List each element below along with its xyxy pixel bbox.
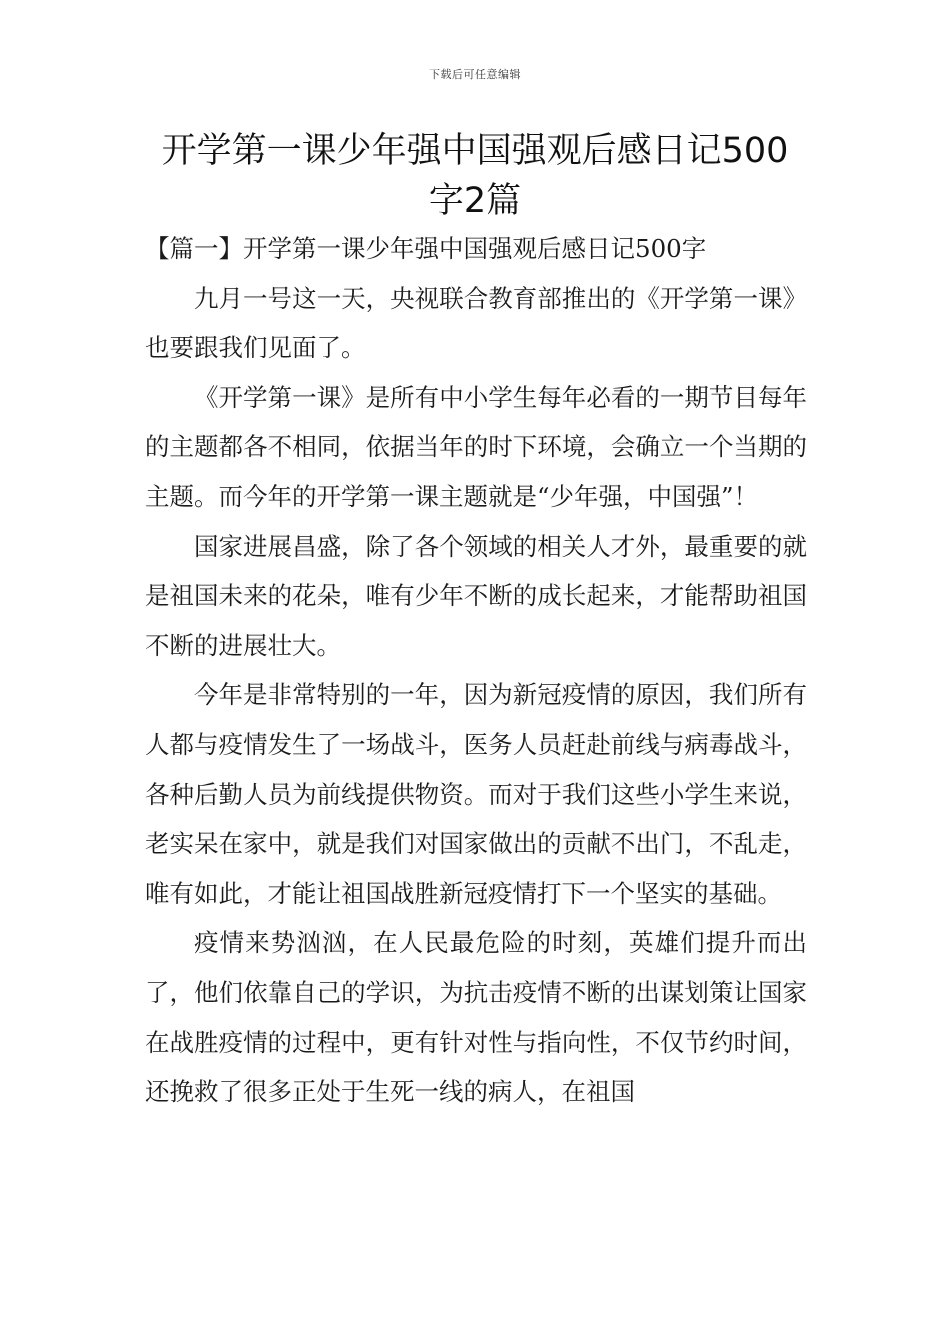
paragraph: 九月一号这一天，央视联合教育部推出的《开学第一课》也要跟我们见面了。	[145, 283, 807, 363]
document-title: 开学第一课少年强中国强观后感日记500字2篇	[161, 131, 789, 221]
paragraph: 国家进展昌盛，除了各个领域的相关人才外，最重要的就是祖国未来的花朵，唯有少年不断的成长起来，才能帮助祖国不断的进展壮大。	[145, 531, 807, 660]
page-header-note: 下载后可任意编辑	[429, 68, 521, 81]
paragraph: 疫情来势汹汹，在人民最危险的时刻，英雄们提升而出了，他们依靠自己的学识，为抗击疫情不断的出谋划策让国家在战胜疫情的过程中，更有针对性与指向性，不仅节约时间，还挽救了很多正处于生死一线的病人，在祖国	[145, 928, 807, 1107]
document-body	[145, 224, 807, 1117]
paragraph: 《开学第一课》是所有中小学生每年必看的一期节目每年的主题都各不相同，依据当年的时下环境，会确立一个当期的主题。而今年的开学第一课主题就是“少年强，中国强”！	[145, 382, 807, 511]
paragraph: 今年是非常特别的一年，因为新冠疫情的原因，我们所有人都与疫情发生了一场战斗，医务人员赶赴前线与病毒战斗，各种后勤人员为前线提供物资。而对于我们这些小学生来说，老实呆在家中，就是我们对国家做出的贡献不出门，不乱走，唯有如此，才能让祖国战胜新冠疫情打下一个坚实的基础。	[145, 680, 807, 908]
section-heading: 【篇一】开学第一课少年强中国强观后感日记500字	[145, 234, 707, 263]
